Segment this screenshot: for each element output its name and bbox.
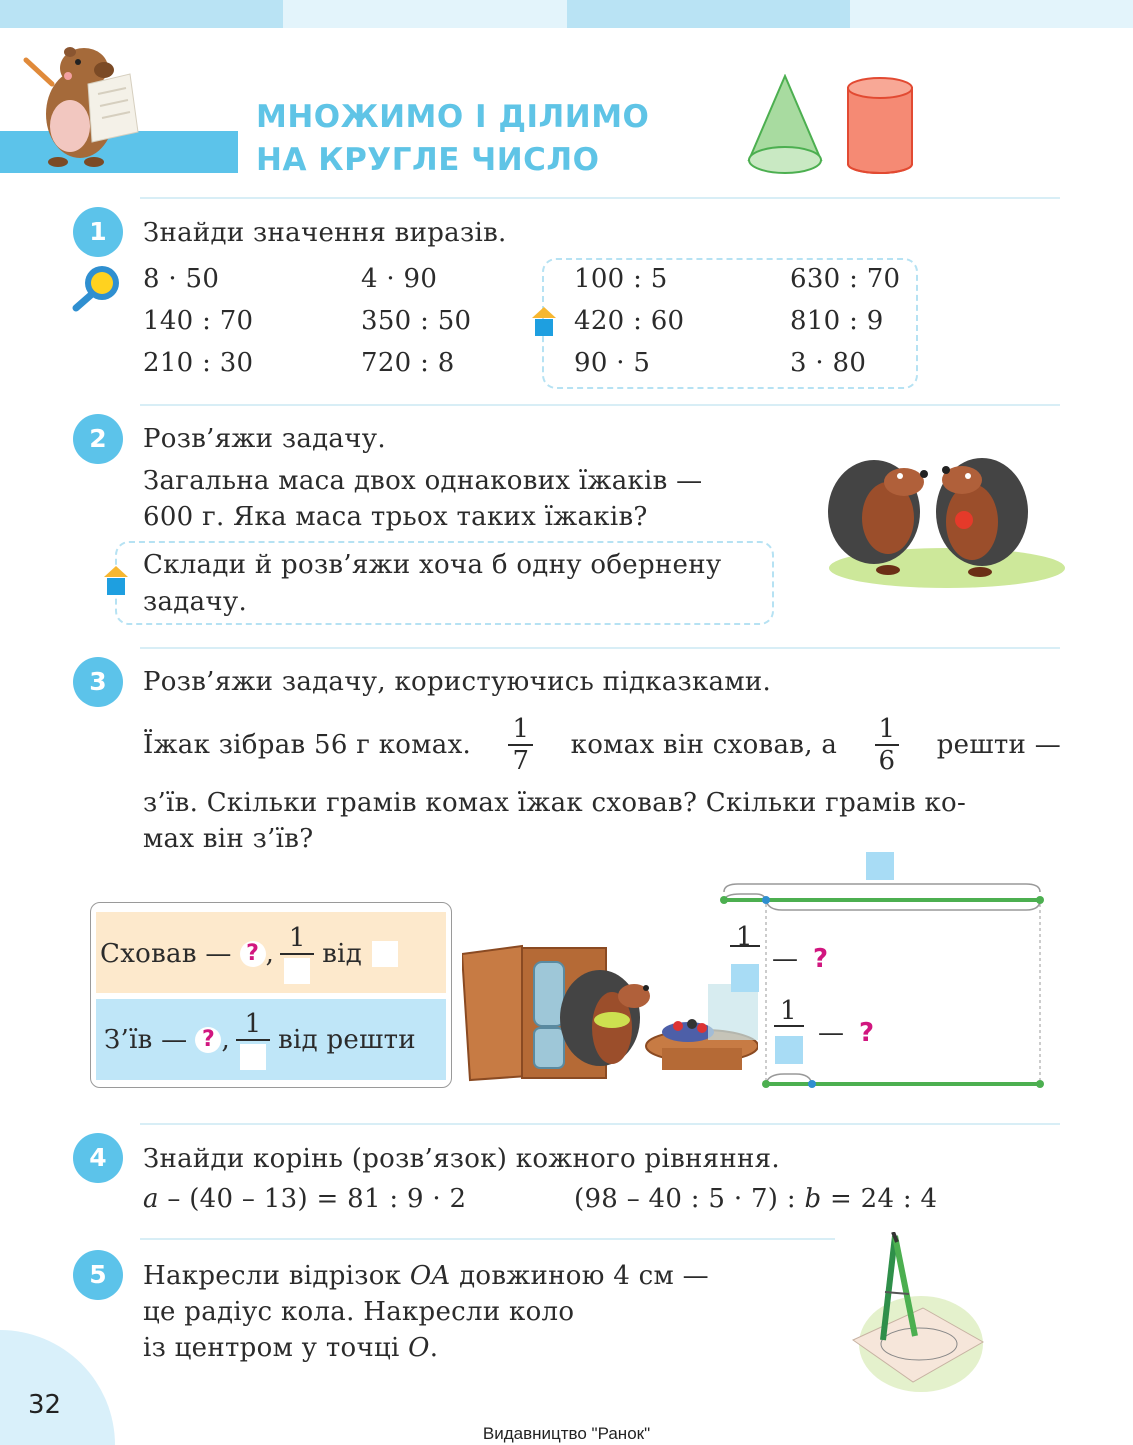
equation-text: (98 – 40 : 5 · 7) :	[574, 1184, 805, 1214]
page-number: 32	[28, 1390, 62, 1420]
hint-of: від	[322, 939, 363, 969]
title-line-2: НА КРУГЛЕ ЧИСЛО	[256, 142, 600, 178]
task3-text: комах він сховав, а	[570, 730, 838, 760]
blank-denominator	[280, 955, 314, 985]
expression: 720 : 8	[361, 348, 455, 378]
publisher-footer: Видавництво "Ранок"	[482, 1424, 651, 1443]
expression: 210 : 30	[143, 348, 254, 378]
page-title	[256, 96, 649, 182]
top-stripe	[0, 0, 1133, 28]
blank-denominator	[731, 964, 759, 992]
task-number: 2	[73, 414, 123, 464]
question-mark: ?	[240, 941, 266, 967]
magnifier-icon	[68, 262, 124, 318]
blank-denominator	[236, 1041, 270, 1071]
capybara-illustration	[18, 34, 143, 172]
hedgehog-cupboard-illustration	[462, 944, 758, 1084]
task2-extra-line: Склади й розв’яжи хоча б одну обернену	[143, 550, 722, 580]
hint-label: З’їв —	[104, 1025, 188, 1055]
numerator: 1	[512, 714, 530, 744]
fraction-one-seventh	[508, 714, 533, 776]
compass-illustration	[843, 1232, 989, 1402]
diagram-dash: —	[772, 944, 799, 974]
task1-column-3	[574, 262, 684, 388]
variable: O	[408, 1333, 430, 1363]
numerator: 1	[288, 923, 306, 953]
blank-box	[372, 941, 398, 967]
hint-of: від решти	[278, 1025, 416, 1055]
task3-prompt: Розв’яжи задачу, користуючись підказками.	[143, 667, 772, 697]
title-line-1: МНОЖИМО І ДІЛИМО	[256, 99, 650, 135]
expression: 3 · 80	[790, 348, 867, 378]
expression: 90 · 5	[574, 348, 651, 378]
expression: 140 : 70	[143, 306, 254, 336]
task5-text: довжиною 4 см —	[459, 1261, 709, 1291]
task2-extra-line: задачу.	[143, 587, 248, 617]
equation-1	[143, 1182, 466, 1216]
task-number: 3	[73, 657, 123, 707]
task5-line-1	[143, 1259, 709, 1293]
variable: a	[143, 1184, 159, 1214]
task1-prompt: Знайди значення виразів.	[143, 218, 507, 248]
question-mark: ?	[195, 1027, 221, 1053]
numerator: 1	[878, 714, 896, 744]
variable: b	[804, 1184, 822, 1214]
question-mark: ?	[859, 1018, 875, 1048]
expression: 350 : 50	[361, 306, 472, 336]
task5-text: .	[429, 1333, 439, 1363]
equation-text: – (40 – 13) = 81 : 9 · 2	[158, 1184, 467, 1214]
blank-denominator	[775, 1036, 803, 1064]
cone-illustration	[745, 74, 825, 176]
expression: 630 : 70	[790, 264, 901, 294]
blank-whole	[866, 852, 894, 880]
denominator: 6	[878, 746, 896, 776]
hedgehogs-illustration	[822, 430, 1067, 590]
cylinder-illustration	[845, 76, 915, 176]
task2-text-line: 600 г. Яка маса трьох таких їжаків?	[143, 502, 648, 532]
hint-ate-text: З’їв — ? , 1 від решти	[104, 1002, 416, 1078]
task4-prompt: Знайди корінь (розв’язок) кожного рівняння.	[143, 1144, 780, 1174]
variable: OA	[409, 1261, 451, 1291]
question-mark: ?	[813, 944, 829, 974]
task1-column-1	[143, 262, 253, 388]
expression: 4 · 90	[361, 264, 438, 294]
task2-text-line: Загальна маса двох однакових їжаків —	[143, 466, 703, 496]
divider	[140, 197, 1060, 199]
divider	[140, 1123, 1060, 1125]
task5-text: Накресли відрізок	[143, 1261, 402, 1291]
divider	[140, 1238, 835, 1240]
house-icon	[104, 566, 128, 596]
denominator: 7	[512, 746, 530, 776]
segment-diagram	[716, 848, 1068, 1094]
expression: 8 · 50	[143, 264, 220, 294]
house-icon	[532, 307, 556, 337]
task1-column-2	[361, 262, 471, 388]
expression: 100 : 5	[574, 264, 668, 294]
expression: 810 : 9	[790, 306, 884, 336]
divider	[140, 404, 1060, 406]
diagram-numerator: 1	[780, 996, 797, 1026]
fraction-blank	[236, 1009, 270, 1071]
task5-text: із центром у точці	[143, 1333, 400, 1363]
task5-line-3	[143, 1331, 438, 1365]
expression: 420 : 60	[574, 306, 685, 336]
equation-2	[574, 1182, 937, 1216]
equation-text: = 24 : 4	[821, 1184, 938, 1214]
task3-text-line: мах він з’їв?	[143, 824, 314, 854]
task3-text: Їжак зібрав 56 г комах.	[143, 730, 472, 760]
task5-text-line: це радіус кола. Накресли коло	[143, 1297, 575, 1327]
hint-label: Сховав —	[100, 939, 232, 969]
fraction-blank	[280, 923, 314, 985]
task3-line-1	[143, 714, 1061, 776]
task-number: 4	[73, 1133, 123, 1183]
numerator: 1	[244, 1009, 262, 1039]
task1-column-4	[790, 262, 900, 388]
task-number: 1	[73, 207, 123, 257]
task3-text-line: з’їв. Скільки грамів комах їжак сховав? Скільки грамів ко-	[143, 788, 967, 818]
task2-prompt: Розв’яжи задачу.	[143, 424, 386, 454]
task3-text: решти —	[936, 730, 1061, 760]
diagram-numerator: 1	[736, 922, 753, 952]
divider	[140, 647, 1060, 649]
fraction-one-sixth	[875, 714, 900, 776]
task-number: 5	[73, 1250, 123, 1300]
diagram-dash: —	[818, 1018, 845, 1048]
hint-hid-text: Сховав — ? , 1 від	[100, 916, 398, 992]
